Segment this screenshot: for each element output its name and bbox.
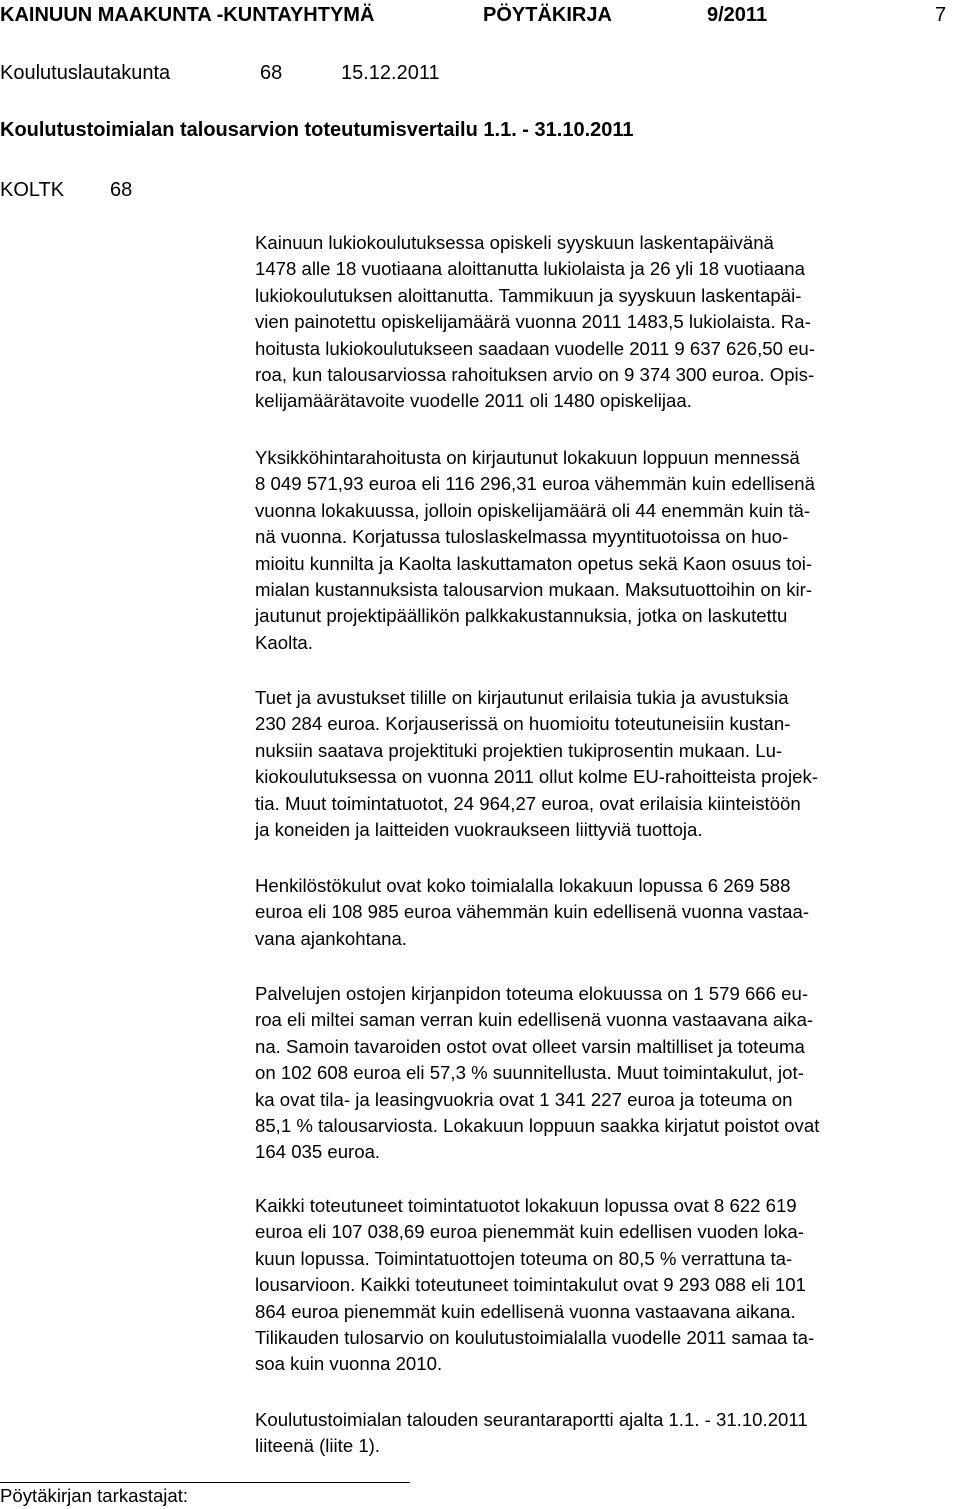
text-line: soa kuin vuonna 2010. (255, 1353, 443, 1375)
text-line: tia. Muut toimintatuotot, 24 964,27 euroa, ovat erilaisia kiinteistöön (255, 792, 801, 814)
text-line: na. Samoin tavaroiden ostot ovat olleet varsin maltilliset ja toteuma (255, 1035, 805, 1057)
page-title: Koulutustoimialan talousarvion toteutumisvertailu 1.1. - 31.10.2011 (0, 119, 634, 141)
item-number: 68 (260, 62, 283, 84)
text-line: vien painotettu opiskelijamäärä vuonna 2011 1483,5 lukiolaista. Ra- (255, 311, 811, 333)
text-line: euroa eli 108 985 euroa vähemmän kuin edellisenä vuonna vastaa- (255, 901, 810, 923)
text-line: nuksiin saatava projektituki projektien tukiprosentin mukaan. Lu- (255, 739, 783, 761)
text-line: Yksikköhintarahoitusta on kirjautunut lokakuun loppuun mennessä (255, 447, 800, 468)
section-number: 68 (110, 179, 133, 201)
text-line: Tilikauden tulosarvio on koulutustoimialalla vuodelle 2011 samaa ta- (255, 1327, 815, 1349)
text-line: hoitusta lukiokoulutukseen saadaan vuodelle 2011 9 637 626,50 eu- (255, 337, 815, 359)
text-line: Kaikki toteutuneet toimintatuotot lokakuun lopussa ovat 8 622 619 (255, 1195, 797, 1216)
text-line: lukiokoulutuksen aloittanutta. Tammikuun ja syyskuun laskentapäi- (255, 284, 802, 306)
text-line: on 102 608 euroa eli 57,3 % suunnitellusta. Muut toimintakulut, jot- (255, 1062, 804, 1084)
text-line: mioitu kunnilta ja Kaolta laskuttamaton opetus sekä Kaon osuus toi- (255, 552, 813, 574)
text-line: nä vuonna. Korjatussa tuloslaskelmassa myyntituotoissa on huo- (255, 526, 789, 548)
text-line: Kaolta. (255, 631, 313, 653)
text-line: kuun lopussa. Toimintatuottojen toteuma on 80,5 % verrattuna ta- (255, 1247, 793, 1269)
org-name: KAINUUN MAAKUNTA -KUNTAYHTYMÄ (0, 4, 375, 26)
text-line: lousarvioon. Kaikki toteutuneet toimintakulut ovat 9 293 088 eli 101 (255, 1274, 806, 1296)
text-line: kiokoulutuksessa on vuonna 2011 ollut kolme EU-rahoitteista projek- (255, 766, 818, 788)
text-line: Koulutustoimialan talouden seurantaraportti ajalta 1.1. - 31.10.2011 (255, 1409, 808, 1430)
paragraph-1 (255, 230, 960, 415)
text-line: vana ajankohtana. (255, 927, 407, 949)
paragraph-2 (255, 445, 960, 656)
footer-divider (0, 1482, 410, 1483)
text-line: 864 euroa pienemmät kuin edellisenä vuonna vastaavana aikana. (255, 1300, 796, 1322)
text-line: Palvelujen ostojen kirjanpidon toteuma elokuussa on 1 579 666 eu- (255, 983, 809, 1004)
text-line: 85,1 % talousarviosta. Lokakuun loppuun saakka kirjatut poistot ovat (255, 1115, 820, 1137)
paragraph-7 (255, 1407, 960, 1460)
board-name: Koulutuslautakunta (0, 62, 171, 84)
text-line: 1478 alle 18 vuotiaana aloittanutta lukiolaista ja 26 yli 18 vuotiaana (255, 258, 805, 280)
text-line: 164 035 euroa. (255, 1141, 381, 1163)
text-line: vuonna lokakuussa, jolloin opiskelijamäärä oli 44 enemmän kuin tä- (255, 499, 811, 521)
doc-number: 9/2011 (707, 4, 768, 26)
section-label: KOLTK (0, 179, 65, 201)
text-line: 8 049 571,93 euroa eli 116 296,31 euroa vähemmän kuin edellisenä (255, 473, 815, 495)
paragraph-3 (255, 685, 960, 843)
footer-label: Pöytäkirjan tarkastajat: (0, 1485, 189, 1506)
paragraph-6 (255, 1193, 960, 1378)
text-line: 230 284 euroa. Korjauserissä on huomioitu toteutuneisiin kustan- (255, 713, 791, 735)
text-line: mialan kustannuksista talousarvion mukaan. Maksutuottoihin on kir- (255, 579, 813, 601)
text-line: kelijamäärätavoite vuodelle 2011 oli 1480 opiskelijaa. (255, 390, 692, 412)
doc-type: PÖYTÄKIRJA (483, 4, 612, 26)
text-line: ka ovat tila- ja leasingvuokria ovat 1 341 227 euroa ja toteuma on (255, 1088, 793, 1110)
text-line: Henkilöstökulut ovat koko toimialalla lokakuun lopussa 6 269 588 (255, 875, 791, 896)
paragraph-5 (255, 981, 960, 1166)
text-line: jautunut projektipäällikön palkkakustannuksia, jotka on laskutettu (255, 605, 788, 627)
paragraph-4 (255, 873, 960, 952)
meeting-date: 15.12.2011 (341, 62, 440, 84)
text-line: Tuet ja avustukset tilille on kirjautunut erilaisia tukia ja avustuksia (255, 687, 789, 708)
text-line: liiteenä (liite 1). (255, 1435, 381, 1457)
page-number: 7 (935, 4, 947, 26)
text-line: euroa eli 107 038,69 euroa pienemmät kuin edellisen vuoden loka- (255, 1221, 804, 1243)
text-line: ja koneiden ja laitteiden vuokraukseen liittyviä tuottoja. (255, 819, 703, 841)
text-line: roa, kun talousarviossa rahoituksen arvio on 9 374 300 euroa. Opis- (255, 364, 815, 386)
text-line: Kainuun lukiokoulutuksessa opiskeli syyskuun laskentapäivänä (255, 232, 774, 253)
text-line: roa eli miltei saman verran kuin edellisenä vuonna vastaavana aika- (255, 1009, 814, 1031)
